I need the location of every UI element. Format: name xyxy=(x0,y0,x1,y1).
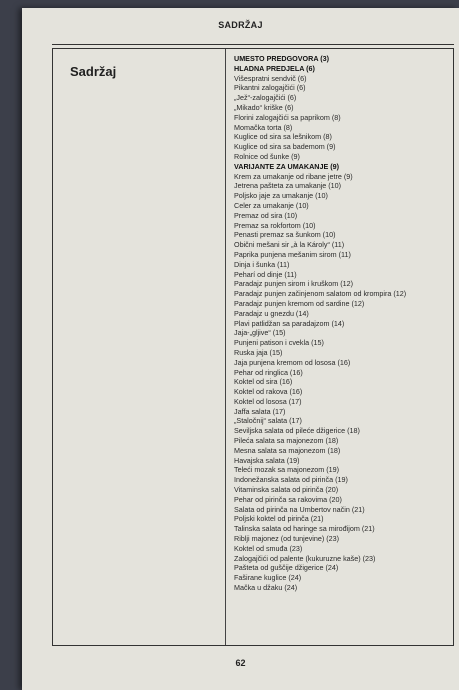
toc-section-heading: UMESTO PREDGOVORA (3) xyxy=(234,54,330,63)
toc-entry: Seviljska salata od pileće džigerice (18) xyxy=(234,426,360,436)
toc-entry: Paradajz u gnezdu (14) xyxy=(234,308,309,318)
running-header: SADRŽAJ xyxy=(218,20,263,30)
toc-entry: Celer za umakanje (10) xyxy=(234,200,309,210)
toc-entry: Koktel od smuđa (23) xyxy=(234,543,303,553)
page-number: 62 xyxy=(235,658,246,668)
toc-entry: Florini zalogajčići sa paprikom (8) xyxy=(234,112,341,122)
toc-entry: Paradajz punjen začinjenom salatom od krompira (12) xyxy=(234,289,407,299)
toc-entry: Poljski koktel od pirinča (21) xyxy=(234,514,324,524)
toc-entry: Talinska salata od haringe sa mirođijom (21) xyxy=(234,524,375,534)
toc-entry: Salata od pirinča na Umbertov način (21) xyxy=(234,504,365,514)
toc-entry: Pileća salata sa majonezom (18) xyxy=(234,436,339,446)
table-of-contents xyxy=(234,54,454,593)
toc-entry: Riblji majonez (od tunjevine) (23) xyxy=(234,534,340,544)
toc-entry: Jaja-„gljive“ (15) xyxy=(234,328,286,338)
toc-entry: Ruska jaja (15) xyxy=(234,347,283,357)
toc-entry: Jaffa salata (17) xyxy=(234,406,286,416)
toc-entry: „Jež“-zalogajčići (6) xyxy=(234,93,297,103)
toc-entry: Premaz sa rokfortom (10) xyxy=(234,220,316,230)
toc-entry: Paradajz punjen kremom od sardine (12) xyxy=(234,298,365,308)
toc-entry: Teleći mozak sa majonezom (19) xyxy=(234,465,340,475)
toc-entry: Zalogajčići od palente (kukuruzne kaše) (23) xyxy=(234,553,376,563)
toc-entry: Mesna salata sa majonezom (18) xyxy=(234,445,341,455)
toc-entry: Premaz od sira (10) xyxy=(234,210,298,220)
toc-entry: Obični mešani sir „à la Károly“ (11) xyxy=(234,240,345,250)
toc-entry: Paradajz punjen sirom i kruškom (12) xyxy=(234,279,354,289)
toc-entry: Pehar od pirinča sa rakovima (20) xyxy=(234,494,342,504)
toc-entry: Faširane kuglice (24) xyxy=(234,573,302,583)
book-page xyxy=(22,8,459,690)
toc-section-heading: VARIJANTE ZA UMAKANJE (9) xyxy=(234,161,340,171)
toc-entry: Rolnice od šunke (9) xyxy=(234,151,300,161)
toc-entry: Jetrena pašteta za umakanje (10) xyxy=(234,181,342,191)
toc-entry: Pikantni zalogajčići (6) xyxy=(234,83,306,93)
toc-entry: „Staločnij“ salata (17) xyxy=(234,416,302,426)
toc-entry: Indonežanska salata od pirinča (19) xyxy=(234,475,348,485)
toc-entry: Momačka torta (8) xyxy=(234,122,293,132)
toc-entry: Poljsko jaje za umakanje (10) xyxy=(234,191,328,201)
toc-entry: Višespratni sendvič (6) xyxy=(234,73,307,83)
toc-entry: Peharí od dinje (11) xyxy=(234,269,297,279)
toc-entry: Penasti premaz sa šunkom (10) xyxy=(234,230,336,240)
toc-section-heading: HLADNA PREDJELA (6) xyxy=(234,63,315,73)
toc-entry: Pašteta od guščije džigerice (24) xyxy=(234,563,339,573)
toc-entry: Pehar od ringlica (16) xyxy=(234,367,303,377)
toc-entry: Koktel od lososa (17) xyxy=(234,396,302,406)
toc-entry: Jaja punjena kremom od lososa (16) xyxy=(234,357,351,367)
toc-entry: „Mikado“ kriške (6) xyxy=(234,102,294,112)
side-title: Sadržaj xyxy=(70,64,117,79)
toc-entry: Koktel od rakova (16) xyxy=(234,387,303,397)
toc-entry: Havajska salata (19) xyxy=(234,455,300,465)
toc-entry: Kuglice od sira sa lešnikom (8) xyxy=(234,132,332,142)
toc-entry: Paprika punjena mešanim sirom (11) xyxy=(234,249,351,259)
toc-entry: Koktel od sira (16) xyxy=(234,377,293,387)
header-rule xyxy=(52,44,454,45)
toc-entry: Mačka u džaku (24) xyxy=(234,583,298,593)
toc-entry: Dinja i šunka (11) xyxy=(234,259,290,269)
toc-entry: Kuglice od sira sa bademom (9) xyxy=(234,142,336,152)
toc-entry: Punjeni patison i cvekla (15) xyxy=(234,338,324,348)
toc-entry: Plavi patlidžan sa paradajzom (14) xyxy=(234,318,345,328)
toc-entry: Vitaminska salata od pirinča (20) xyxy=(234,485,339,495)
toc-entry: Krem za umakanje od ribane jetre (9) xyxy=(234,171,353,181)
column-divider xyxy=(225,49,226,645)
